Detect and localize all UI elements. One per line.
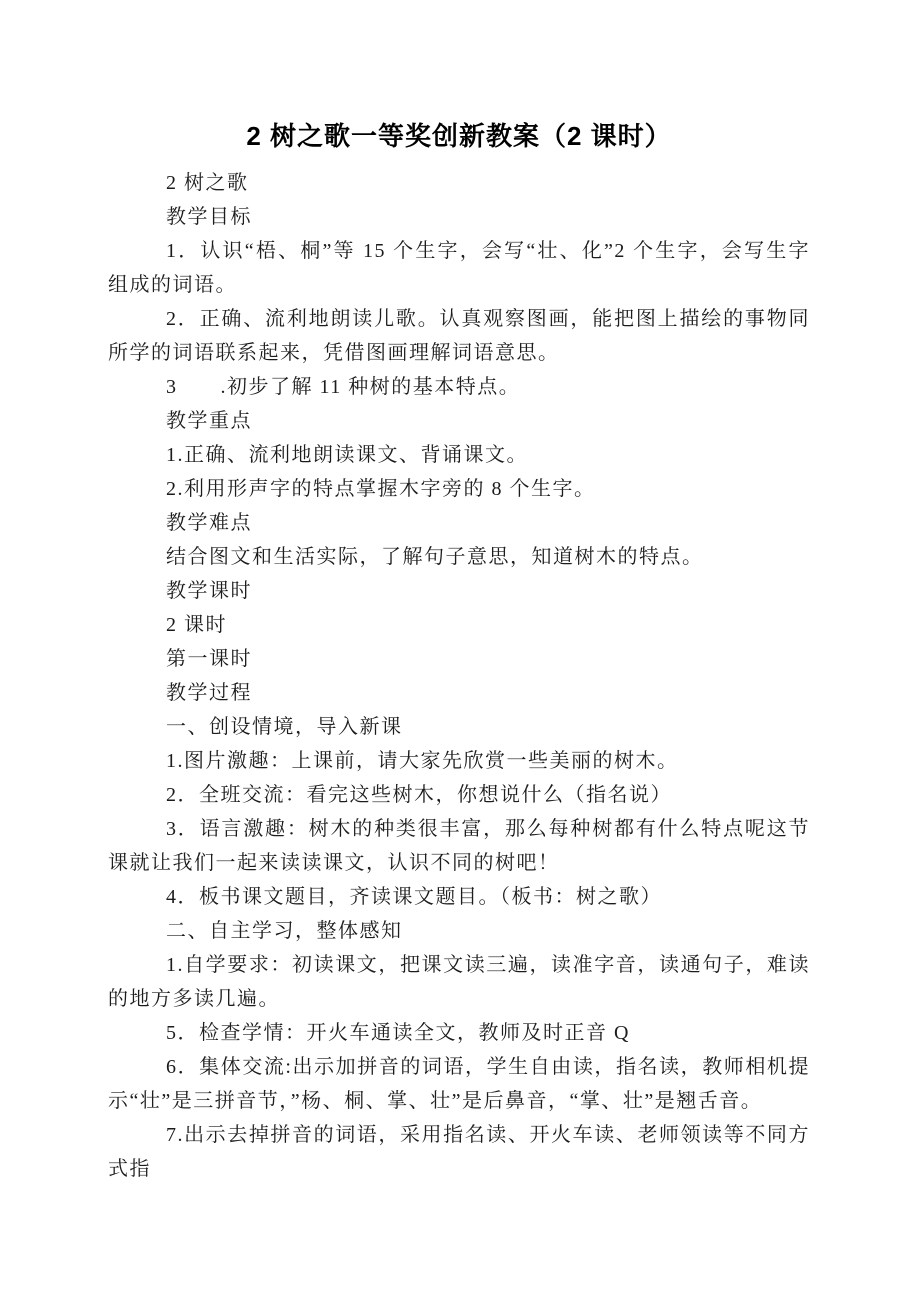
paragraph: 7.出示去掉拼音的词语，采用指名读、开火车读、老师领读等不同方式指 bbox=[108, 1124, 810, 1180]
paragraph: 教学重点 bbox=[166, 410, 252, 432]
paragraph: 3．语言激趣：树木的种类很丰富，那么每种树都有什么特点呢这节课就让我们一起来读读课文，认识不同的树吧！ bbox=[108, 818, 810, 874]
paragraph: 1.图片激趣：上课前，请大家先欣赏一些美丽的树木。 bbox=[166, 750, 679, 772]
paragraph: 2 课时 bbox=[166, 614, 227, 636]
document-body bbox=[108, 166, 810, 1186]
paragraph: 第一课时 bbox=[166, 648, 252, 670]
paragraph: 6．集体交流:出示加拼音的词语，学生自由读，指名读，教师相机提示“壮”是三拼音节，”杨、桐、掌、壮”是后鼻音，“掌、壮”是翘舌音。 bbox=[108, 1056, 810, 1112]
document-title: 2 树之歌一等奖创新教案（2 课时） bbox=[246, 121, 672, 151]
paragraph: 2．正确、流利地朗读儿歌。认真观察图画，能把图上描绘的事物同所学的词语联系起来，凭借图画理解词语意思。 bbox=[108, 308, 810, 364]
paragraph: 结合图文和生活实际，了解句子意思，知道树木的特点。 bbox=[166, 546, 704, 568]
paragraph: 教学目标 bbox=[166, 206, 252, 228]
paragraph: 二、自主学习，整体感知 bbox=[166, 920, 403, 942]
paragraph: 1．认识“梧、桐”等 15 个生字，会写“壮、化”2 个生字，会写生字组成的词语。 bbox=[108, 240, 810, 296]
paragraph: 4．板书课文题目，齐读课文题目。（板书：树之歌） bbox=[166, 886, 662, 908]
paragraph: 1.正确、流利地朗读课文、背诵课文。 bbox=[166, 444, 528, 466]
paragraph: 2．全班交流：看完这些树木，你想说什么（指名说） bbox=[166, 784, 672, 806]
paragraph: 3 .初步了解 11 种树的基本特点。 bbox=[166, 376, 521, 398]
paragraph: 2 树之歌 bbox=[166, 172, 249, 194]
paragraph: 2.利用形声字的特点掌握木字旁的 8 个生字。 bbox=[166, 478, 596, 500]
paragraph: 教学难点 bbox=[166, 512, 252, 534]
paragraph: 1.自学要求：初读课文，把课文读三遍，读准字音，读通句子，难读的地方多读几遍。 bbox=[108, 954, 810, 1010]
paragraph: 一、创设情境，导入新课 bbox=[166, 716, 403, 738]
paragraph: 教学过程 bbox=[166, 682, 252, 704]
paragraph: 5．检查学情：开火车通读全文，教师及时正音 Q bbox=[166, 1022, 630, 1044]
paragraph: 教学课时 bbox=[166, 580, 252, 602]
